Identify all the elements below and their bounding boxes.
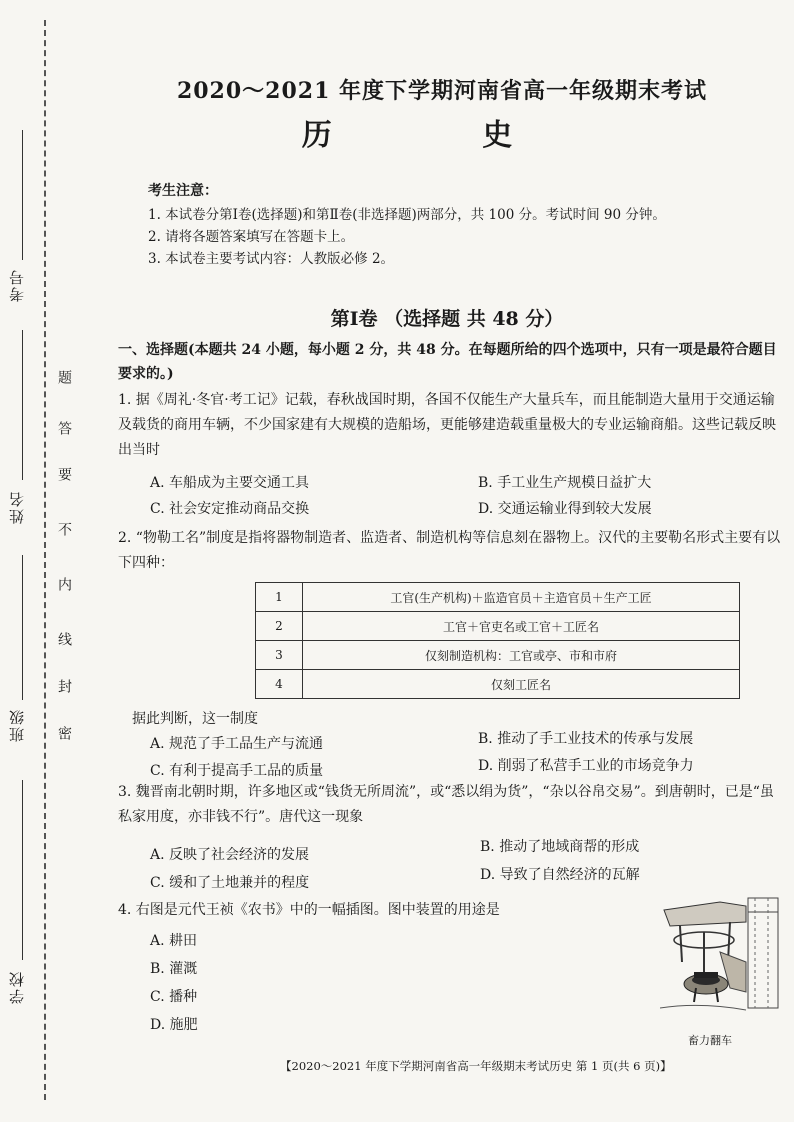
section-title: 第Ⅰ卷 （选择题 共 48 分） — [330, 308, 564, 330]
seal-char: 内 — [56, 577, 72, 591]
table-cell: 仅刻制造机构：工官或亭、市和市府 — [303, 641, 740, 670]
section-instruction: 一、选择题(本题共 24 小题，每小题 2 分，共 48 分。在每题所给的四个选项中，只有一项是最符合题目要求的。) — [118, 342, 777, 382]
table-cell: 1 — [256, 583, 303, 612]
candidate-notes — [148, 180, 666, 270]
naming-forms-table — [255, 582, 740, 699]
class-underline — [22, 555, 23, 700]
exam-no-label: 考号 — [8, 268, 26, 302]
question-stem: 3. 魏晋南北朝时期，许多地区或“钱货无所周流”，或“悉以绢为货”，“杂以谷帛交易”。到唐朝时，已是“虽私家用度，亦非钱不行”。唐代这一现象 — [118, 784, 774, 825]
table-row — [256, 670, 740, 699]
note-item: 1. 本试卷分第Ⅰ卷(选择题)和第Ⅱ卷(非选择题)两部分，共 100 分。考试时间 90 分钟。 — [148, 207, 666, 223]
option-d: D. 施肥 — [150, 1017, 198, 1033]
question-lead: 据此判断，这一制度 — [132, 711, 258, 727]
seal-char: 题 — [56, 370, 72, 384]
note-item: 3. 本试卷主要考试内容：人教版必修 2。 — [148, 251, 395, 267]
option-a: A. 车船成为主要交通工具 — [150, 475, 310, 491]
option-d: D. 导致了自然经济的瓦解 — [480, 867, 640, 883]
school-underline — [22, 780, 23, 960]
ox-water-wheel-illustration — [660, 892, 786, 1022]
figure-caption: 畜力翻车 — [688, 1034, 732, 1047]
exam-no-underline — [22, 130, 23, 260]
exam-title: 2020～2021 年度下学期河南省高一年级期末考试 — [176, 78, 708, 104]
option-c: C. 缓和了土地兼并的程度 — [150, 875, 310, 891]
question-stem: 2. “物勒工名”制度是指将器物制造者、监造者、制造机构等信息刻在器物上。汉代的主要勒名形式主要有以下四种： — [118, 530, 781, 571]
option-a: A. 规范了手工品生产与流通 — [150, 736, 324, 752]
option-d: D. 削弱了私营手工业的市场竞争力 — [478, 758, 694, 774]
seal-char: 封 — [56, 679, 72, 693]
option-a: A. 耕田 — [150, 933, 198, 949]
notes-heading: 考生注意： — [148, 183, 218, 199]
seal-char: 密 — [56, 726, 72, 740]
option-d: D. 交通运输业得到较大发展 — [478, 501, 652, 517]
question-stem: 4. 右图是元代王祯《农书》中的一幅插图。图中装置的用途是 — [118, 902, 500, 918]
option-b: B. 手工业生产规模日益扩大 — [478, 475, 652, 491]
option-b: B. 灌溉 — [150, 961, 198, 977]
option-c: C. 播种 — [150, 989, 198, 1005]
table-row — [256, 612, 740, 641]
table-cell: 3 — [256, 641, 303, 670]
seal-char: 答 — [56, 421, 72, 435]
seal-char: 不 — [56, 522, 72, 536]
name-underline — [22, 330, 23, 480]
seal-char: 线 — [56, 632, 72, 646]
page-footer: 【2020～2021 年度下学期河南省高一年级期末考试历史 第 1 页(共 6 页)】 — [280, 1059, 672, 1073]
seal-cut-line — [44, 20, 46, 1100]
table-cell: 2 — [256, 612, 303, 641]
table-cell: 工官＋官吏名或工官＋工匠名 — [303, 612, 740, 641]
option-c: C. 社会安定推动商品交换 — [150, 501, 310, 517]
table-row — [256, 583, 740, 612]
subject-title: 历 史 — [301, 118, 583, 153]
table-cell: 工官(生产机构)＋监造官员＋主造官员＋生产工匠 — [303, 583, 740, 612]
option-b: B. 推动了手工业技术的传承与发展 — [478, 731, 694, 747]
name-label: 姓名 — [8, 490, 26, 524]
class-label: 班级 — [8, 708, 26, 742]
option-b: B. 推动了地域商帮的形成 — [480, 839, 640, 855]
table-cell: 仅刻工匠名 — [303, 670, 740, 699]
option-a: A. 反映了社会经济的发展 — [150, 847, 310, 863]
table-cell: 4 — [256, 670, 303, 699]
binding-margin — [0, 0, 100, 1122]
table-row — [256, 641, 740, 670]
question-stem: 1. 据《周礼·冬官·考工记》记载，春秋战国时期，各国不仅能生产大量兵车，而且能制造大量用于交通运输及载货的商用车辆，不少国家建有大规模的造船场，更能够建造载重量极大的专业运输商船。这些记载反映出当时 — [118, 392, 776, 458]
seal-char: 要 — [56, 467, 72, 481]
note-item: 2. 请将各题答案填写在答题卡上。 — [148, 229, 355, 245]
option-c: C. 有利于提高手工品的质量 — [150, 763, 324, 779]
school-label: 学校 — [8, 970, 26, 1004]
